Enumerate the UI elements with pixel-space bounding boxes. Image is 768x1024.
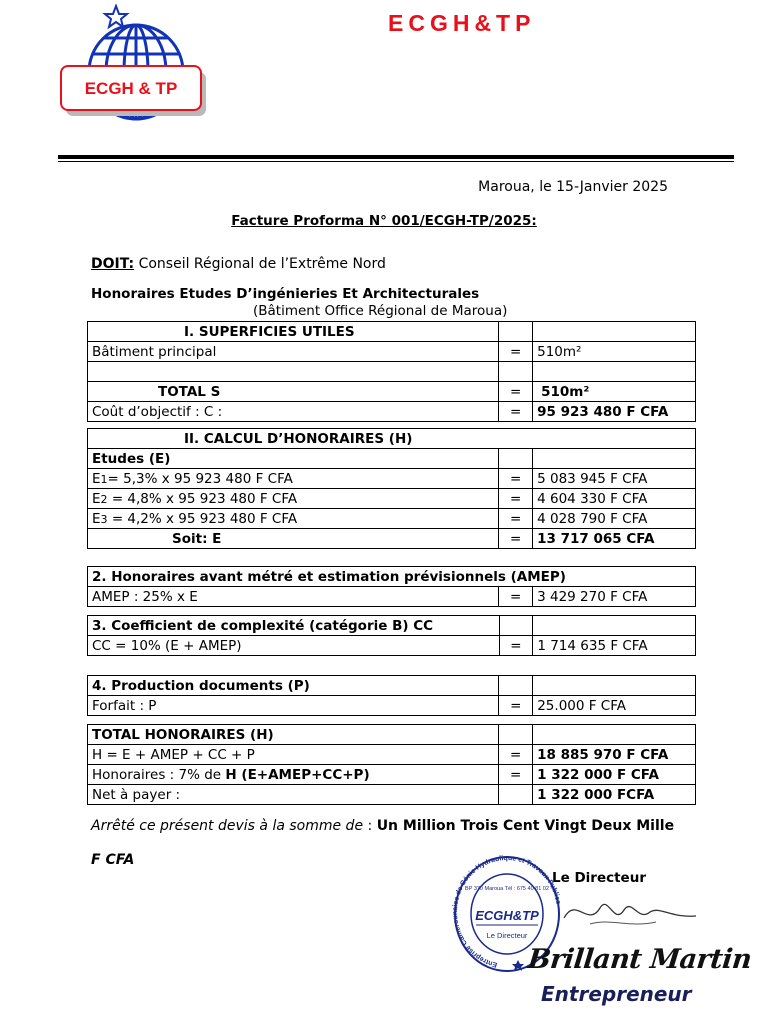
table-row (88, 696, 696, 716)
row-eq (499, 362, 533, 382)
table-row (88, 362, 696, 382)
table-row (88, 765, 696, 785)
table-row (88, 745, 696, 765)
logo-text: ECGH & TP (84, 79, 178, 98)
total-s-label: TOTAL S (88, 382, 499, 402)
closing-currency: F CFA (91, 852, 135, 868)
table-row (88, 469, 696, 489)
table-row (88, 725, 696, 745)
soit-value: 13 717 065 CFA (533, 529, 696, 549)
row-eq: = (499, 529, 533, 549)
svg-text:Entreprise Camerounaise de Gén: Entreprise Camerounaise de Génie Hydraulique et Travaux Publics (452, 854, 562, 968)
signature-scribble (560, 888, 700, 936)
star-icon (105, 6, 127, 27)
row-eq: = (499, 636, 533, 656)
brand-name: ECGH&TP (388, 10, 536, 36)
subject-line2: (Bâtiment Office Régional de Maroua) (253, 303, 508, 319)
e2-value: 4 604 330 F CFA (533, 489, 696, 509)
total-heading: TOTAL HONORAIRES (H) (88, 725, 499, 745)
closing-statement: Arrêté ce présent devis à la somme de : Un Million Trois Cent Vingt Deux Mille (91, 818, 675, 834)
h-label: H = E + AMEP + CC + P (88, 745, 499, 765)
e1-value: 5 083 945 F CFA (533, 469, 696, 489)
net-value: 1 322 000 FCFA (533, 785, 696, 805)
place: Maroua (478, 179, 531, 195)
date: , le 15-Janvier 2025 (530, 179, 668, 195)
amep-value: 3 429 270 F CFA (533, 587, 696, 607)
row-eq: = (499, 696, 533, 716)
table-row (88, 509, 696, 529)
total-table (87, 724, 696, 805)
table-row (88, 636, 696, 656)
table-row (88, 676, 696, 696)
client-name: Conseil Régional de l’Extrême Nord (134, 256, 386, 272)
fees-table-calc (87, 428, 696, 549)
company-logo (58, 4, 218, 130)
doit-line (91, 256, 386, 272)
director-title: Le Directeur (552, 870, 646, 886)
closing-amount: Un Million Trois Cent Vingt Deux Mille (376, 818, 675, 834)
cout-objectif-value: 95 923 480 F CFA (533, 402, 696, 422)
prod-label: Forfait : P (88, 696, 499, 716)
table-row (88, 587, 696, 607)
row-label: Bâtiment principal (88, 342, 499, 362)
doit-label: DOIT: (91, 256, 135, 272)
etudes-label: Etudes (E) (88, 449, 499, 469)
header-rule-thin (58, 161, 734, 162)
net-label: Net à payer : (88, 785, 499, 805)
place-date (478, 179, 668, 195)
prod-heading: 4. Production documents (P) (88, 676, 499, 696)
subject-line1: Honoraires Etudes D’ingénieries Et Architecturales (91, 286, 480, 302)
row-eq: = (499, 587, 533, 607)
amep-table (87, 566, 696, 607)
svg-text:Le Directeur: Le Directeur (486, 931, 528, 940)
table-row (88, 785, 696, 805)
signatory-role: Entrepreneur (541, 982, 692, 1006)
table-row (88, 382, 696, 402)
table-row (88, 322, 696, 342)
row-eq: = (499, 342, 533, 362)
table-row (88, 449, 696, 469)
amep-label: AMEP : 25% x E (88, 587, 499, 607)
table-row (88, 529, 696, 549)
row-eq: = (499, 489, 533, 509)
e3-label: E3 = 4,2% x 95 923 480 F CFA (88, 509, 499, 529)
row-eq: = (499, 745, 533, 765)
row-eq: = (499, 509, 533, 529)
table-row (88, 616, 696, 636)
header-rule-thick (58, 155, 734, 159)
svg-text:BP 370 Maroua Tél : 675 40 81: BP 370 Maroua Tél : 675 40 81 02 (465, 886, 549, 892)
row-eq: = (499, 382, 533, 402)
signatory-name: Brillant Martin (526, 944, 753, 975)
table-row (88, 429, 696, 449)
production-table (87, 675, 696, 716)
amep-heading: 2. Honoraires avant métré et estimation prévisionnels (AMEP) (88, 567, 696, 587)
table-row (88, 489, 696, 509)
fees-table-main (87, 321, 696, 422)
row-eq: = (499, 469, 533, 489)
stamp-center-text: ECGH&TP (475, 908, 539, 923)
e2-label: E2 = 4,8% x 95 923 480 F CFA (88, 489, 499, 509)
cc-heading: 3. Coefficient de complexité (catégorie B) CC (88, 616, 500, 636)
e3-value: 4 028 790 F CFA (533, 509, 696, 529)
section2-heading: II. CALCUL D’HONORAIRES (H) (88, 429, 696, 449)
cout-objectif-label: Coût d’objectif : C : (88, 402, 499, 422)
row-eq: = (499, 765, 533, 785)
e1-label: E1= 5,3% x 95 923 480 F CFA (88, 469, 499, 489)
honoraires-label: Honoraires : 7% de H (E+AMEP+CC+P) (88, 765, 499, 785)
row-value: 510m² (533, 342, 696, 362)
h-value: 18 885 970 F CFA (533, 745, 696, 765)
cc-label: CC = 10% (E + AMEP) (88, 636, 500, 656)
cc-value: 1 714 635 F CFA (533, 636, 696, 656)
cc-table (87, 615, 696, 656)
table-row (88, 402, 696, 422)
row-eq: = (499, 402, 533, 422)
table-row (88, 342, 696, 362)
row-label (88, 362, 499, 382)
table-row (88, 567, 696, 587)
soit-label: Soit: E (88, 529, 499, 549)
closing-intro: Arrêté ce présent devis à la somme de (91, 818, 364, 834)
row-value (533, 362, 696, 382)
total-s-value: 510m² (533, 382, 696, 402)
section1-heading: I. SUPERFICIES UTILES (88, 322, 499, 342)
honoraires-value: 1 322 000 F CFA (533, 765, 696, 785)
prod-value: 25.000 F CFA (533, 696, 696, 716)
document-title: Facture Proforma N° 001/ECGH-TP/2025: (231, 213, 537, 229)
